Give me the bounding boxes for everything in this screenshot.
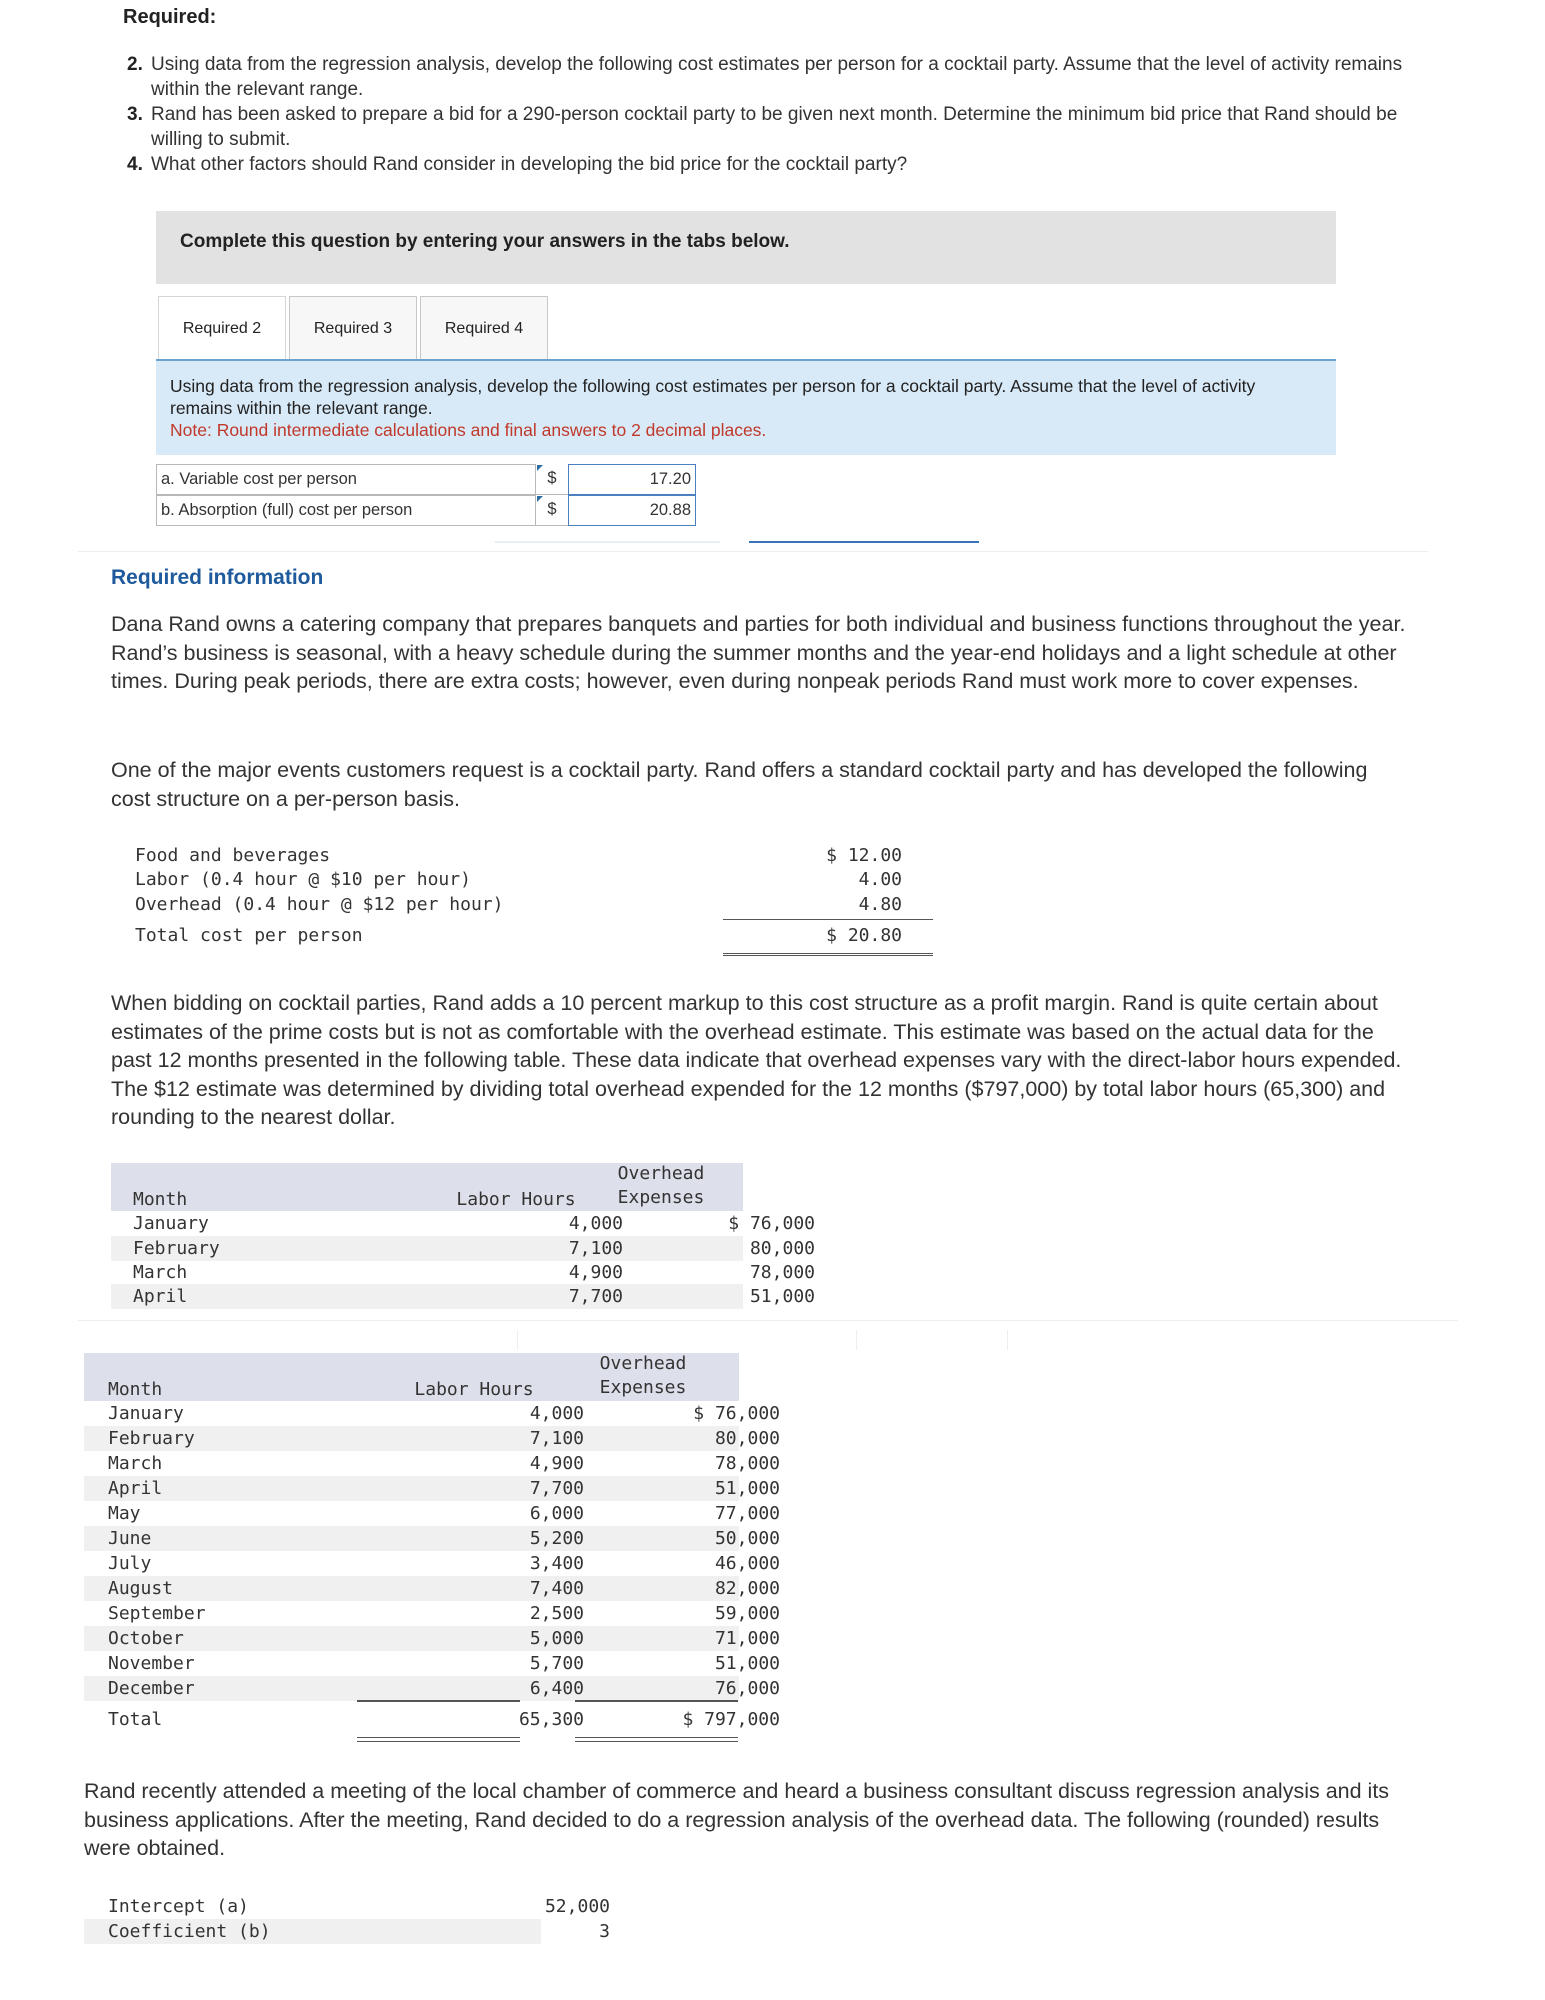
overhead-cell: 51,000 xyxy=(714,1478,780,1499)
overhead-cell: 78,000 xyxy=(714,1453,780,1474)
table-row xyxy=(84,1476,780,1501)
currency-symbol: $ xyxy=(536,464,568,495)
month-cell: December xyxy=(108,1678,195,1699)
section-divider xyxy=(78,1320,1458,1321)
required-item-number: 3. xyxy=(127,104,143,125)
month-cell: August xyxy=(108,1578,174,1599)
overhead-cell: 78,000 xyxy=(749,1262,815,1283)
hours-cell: 2,500 xyxy=(529,1603,584,1624)
overhead-cell: 77,000 xyxy=(714,1503,780,1524)
hours-cell: 5,000 xyxy=(529,1628,584,1649)
info-paragraph-3: When bidding on cocktail parties, Rand adds a 10 percent markup to this cost structure as a profit margin. Rand is quite certain about estimates of the prime costs but is not as comfortable with the overhead estimate. This estimate was based on the actual data for the past 12 months presented in the following table. These data indicate that overhead expenses vary with the direct-labor hours expended. The $12 estimate was determined by dividing total overhead expended for the 12 months ($797,000) by total labor hours (65,300) and rounding to the nearest dollar. xyxy=(111,991,1402,1129)
total-row xyxy=(84,1707,780,1732)
table-row xyxy=(84,1426,780,1451)
instruction-note: Note: Round intermediate calculations and final answers to 2 decimal places. xyxy=(170,420,767,440)
overhead-cell: 50,000 xyxy=(714,1528,780,1549)
instruction-panel xyxy=(156,361,1336,455)
overhead-cell: 80,000 xyxy=(749,1238,815,1259)
total-label: Total xyxy=(108,1709,163,1730)
overhead-cell: 76,000 xyxy=(714,1678,780,1699)
month-header: Month xyxy=(133,1189,188,1210)
hours-cell: 7,100 xyxy=(529,1428,584,1449)
question-banner xyxy=(156,211,1336,284)
total-rule xyxy=(357,1700,520,1702)
cost-total-rule xyxy=(723,953,933,956)
divider xyxy=(517,1330,518,1350)
month-cell: November xyxy=(108,1653,195,1674)
regression-value: 3 xyxy=(599,1921,610,1942)
total-double-rule xyxy=(357,1737,520,1742)
divider xyxy=(495,541,720,543)
answer-row-absorption-cost xyxy=(156,495,696,526)
cost-value: 4.80 xyxy=(858,894,902,915)
tab-required-2[interactable]: Required 2 xyxy=(158,296,286,360)
required-heading: Required: xyxy=(123,6,217,28)
required-information-heading: Required information xyxy=(111,566,324,589)
required-item-text: Rand has been asked to prepare a bid for a 290-person cocktail party to be given next month. Determine the minimum bid price that Rand should be willing to submit. xyxy=(151,104,1398,150)
month-cell: February xyxy=(133,1238,220,1259)
regression-value: 52,000 xyxy=(544,1896,610,1917)
header-line: Expenses xyxy=(617,1187,705,1208)
required-item-text: What other factors should Rand consider in developing the bid price for the cocktail party? xyxy=(151,154,908,175)
absorption-cost-input[interactable]: 20.88 xyxy=(568,495,696,526)
variable-cost-input[interactable]: 17.20 xyxy=(568,464,696,495)
cost-subtotal-rule xyxy=(723,919,933,920)
table-row xyxy=(84,1501,780,1526)
month-cell: September xyxy=(108,1603,206,1624)
table-row xyxy=(84,1626,780,1651)
tab-required-3[interactable]: Required 3 xyxy=(289,296,417,360)
month-cell: May xyxy=(108,1503,141,1524)
required-item-number: 2. xyxy=(127,54,143,75)
cost-total-label: Total cost per person xyxy=(135,925,363,946)
answer-label: a. Variable cost per person xyxy=(156,464,536,495)
required-item-number: 4. xyxy=(127,154,143,175)
total-overhead: $ 797,000 xyxy=(682,1709,780,1730)
month-cell: February xyxy=(108,1428,195,1449)
total-rule xyxy=(575,1700,738,1702)
tab-required-4[interactable]: Required 4 xyxy=(420,296,548,360)
partial-table-header-row xyxy=(111,1187,743,1212)
total-double-rule xyxy=(575,1737,738,1742)
table-row xyxy=(84,1551,780,1576)
hours-cell: 4,000 xyxy=(568,1213,623,1234)
month-cell: March xyxy=(133,1262,188,1283)
regression-label: Coefficient (b) xyxy=(108,1921,271,1942)
header-line: Overhead xyxy=(599,1353,687,1374)
table-row xyxy=(84,1451,780,1476)
hours-cell: 5,700 xyxy=(529,1653,584,1674)
table-row xyxy=(111,1284,815,1309)
total-hours: 65,300 xyxy=(518,1709,584,1730)
hours-cell: 7,100 xyxy=(568,1238,623,1259)
regression-row xyxy=(84,1919,610,1944)
overhead-cell: 71,000 xyxy=(714,1628,780,1649)
divider xyxy=(1007,1330,1008,1350)
month-header: Month xyxy=(108,1379,163,1400)
cost-value: 4.00 xyxy=(858,869,902,890)
table-row xyxy=(84,1601,780,1626)
answer-label: b. Absorption (full) cost per person xyxy=(156,495,536,526)
info-paragraph-1: Dana Rand owns a catering company that prepares banquets and parties for both individual and business functions throughout the year. Rand’s business is seasonal, with a heavy schedule during the summer months and the year-end holidays and a light schedule at other times. During peak periods, there are extra costs; however, even during nonpeak periods Rand must work more to cover expenses. xyxy=(111,612,1406,693)
overhead-cell: 46,000 xyxy=(714,1553,780,1574)
overhead-cell: $ 76,000 xyxy=(693,1403,780,1424)
month-cell: April xyxy=(108,1478,163,1499)
hours-cell: 4,900 xyxy=(568,1262,623,1283)
header-line: Overhead xyxy=(617,1163,705,1184)
overhead-cell: $ 76,000 xyxy=(728,1213,815,1234)
table-row xyxy=(111,1211,815,1236)
month-cell: October xyxy=(108,1628,184,1649)
hours-cell: 5,200 xyxy=(529,1528,584,1549)
hours-cell: 3,400 xyxy=(529,1553,584,1574)
labor-hours-header: Labor Hours xyxy=(414,1379,534,1400)
answer-flag-icon xyxy=(537,496,543,502)
hours-cell: 4,900 xyxy=(529,1453,584,1474)
answer-flag-icon xyxy=(537,465,543,471)
cost-value: $ 12.00 xyxy=(826,845,902,866)
hours-cell: 7,700 xyxy=(568,1286,623,1307)
hours-cell: 4,000 xyxy=(529,1403,584,1424)
question-banner-text: Complete this question by entering your answers in the tabs below. xyxy=(180,231,790,252)
overhead-cell: 59,000 xyxy=(714,1603,780,1624)
month-cell: April xyxy=(133,1286,188,1307)
info-paragraph-2: One of the major events customers request is a cocktail party. Rand offers a standard cocktail party and has developed the following cost structure on a per-person basis. xyxy=(111,758,1368,811)
currency-symbol: $ xyxy=(536,495,568,526)
table-row xyxy=(111,1260,815,1285)
info-paragraph-4: Rand recently attended a meeting of the local chamber of commerce and heard a business consultant discuss regression analysis and its business applications. After the meeting, Rand decided to do a regression analysis of the overhead data. The following (rounded) results were obtained. xyxy=(84,1779,1390,1860)
instruction-text: Using data from the regression analysis, develop the following cost estimates per person for a cocktail party. Assume that the level of activity remains within the relevant range. xyxy=(170,376,1256,418)
full-table-header-row xyxy=(84,1377,739,1402)
month-cell: January xyxy=(108,1403,184,1424)
month-cell: January xyxy=(133,1213,209,1234)
answer-row-variable-cost xyxy=(156,464,696,495)
overhead-cell: 51,000 xyxy=(749,1286,815,1307)
month-cell: July xyxy=(108,1553,152,1574)
overhead-cell: 80,000 xyxy=(714,1428,780,1449)
divider xyxy=(749,541,979,543)
cost-label: Food and beverages xyxy=(135,845,331,866)
instruction-text-block xyxy=(170,375,1320,441)
cost-total-value: $ 20.80 xyxy=(826,925,902,946)
cost-label: Labor (0.4 hour @ $10 per hour) xyxy=(135,869,471,890)
divider xyxy=(856,1330,857,1350)
hours-cell: 7,400 xyxy=(529,1578,584,1599)
header-line: Expenses xyxy=(599,1377,687,1398)
required-item-3 xyxy=(127,102,1417,152)
required-item-2 xyxy=(127,52,1417,102)
table-row xyxy=(84,1651,780,1676)
regression-row xyxy=(84,1894,610,1919)
cost-label: Overhead (0.4 hour @ $12 per hour) xyxy=(135,894,504,915)
overhead-cell: 51,000 xyxy=(714,1653,780,1674)
table-row xyxy=(84,1576,780,1601)
hours-cell: 6,000 xyxy=(529,1503,584,1524)
overhead-cell: 82,000 xyxy=(714,1578,780,1599)
hours-cell: 7,700 xyxy=(529,1478,584,1499)
table-row xyxy=(84,1526,780,1551)
section-divider xyxy=(78,551,1428,552)
month-cell: June xyxy=(108,1528,152,1549)
regression-label: Intercept (a) xyxy=(108,1896,249,1917)
month-cell: March xyxy=(108,1453,163,1474)
labor-hours-header: Labor Hours xyxy=(456,1189,576,1210)
table-row xyxy=(111,1236,815,1261)
required-item-text: Using data from the regression analysis, develop the following cost estimates per person for a cocktail party. Assume that the level of activity remains within the relevant range. xyxy=(151,54,1403,100)
required-item-4 xyxy=(127,152,1417,177)
table-row xyxy=(84,1401,780,1426)
hours-cell: 6,400 xyxy=(529,1678,584,1699)
table-row xyxy=(84,1676,780,1701)
